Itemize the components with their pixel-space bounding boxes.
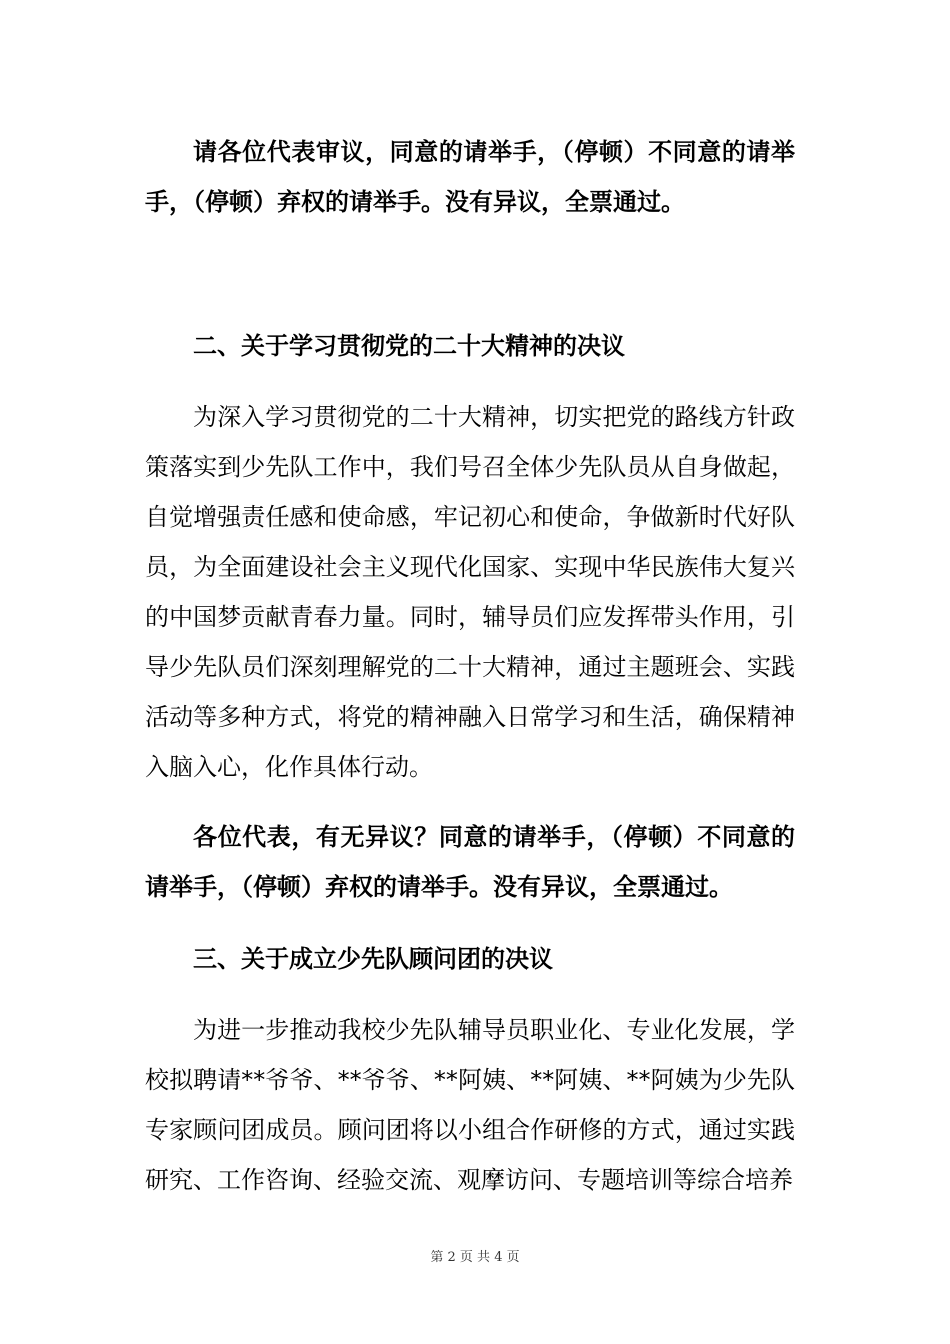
vote-paragraph-1: 请各位代表审议，同意的请举手，（停顿）不同意的请举手，（停顿）弃权的请举手。没有异议，全票通过。 [145,138,795,216]
vote-paragraph-2: 各位代表，有无异议？同意的请举手，（停顿）不同意的请举手，（停顿）弃权的请举手。没有异议，全票通过。 [145,823,795,901]
body-paragraph-2: 为深入学习贯彻党的二十大精神，切实把党的路线方针政策落实到少先队工作中，我们号召全体少先队员从自身做起，自觉增强责任感和使命感，牢记初心和使命，争做新时代好队员，为全面建设社会主义现代化国家、实现中华民族伟大复兴的中国梦贡献青春力量。同时，辅导员们应发挥带头作用，引导少先队员们深刻理解党的二十大精神，通过主题班会、实践活动等多种方式，将党的精神融入日常学习和生活，确保精神入脑入心，化作具体行动。 [145,403,795,781]
section-heading-2: 二、关于学习贯彻党的二十大精神的决议 [193,332,625,360]
page-number-footer: 第 2 页 共 4 页 [430,1250,520,1265]
body-paragraph-3: 为进一步推动我校少先队辅导员职业化、专业化发展，学校拟聘请**爷爷、**爷爷、**阿姨、**阿姨、**阿姨为少先队专家顾问团成员。顾问团将以小组合作研修的方式，通过实践研究、工作咨询、经验交流、观摩访问、专题培训等综合培养 [145,1016,795,1194]
section-heading-3: 三、关于成立少先队顾问团的决议 [193,945,553,973]
